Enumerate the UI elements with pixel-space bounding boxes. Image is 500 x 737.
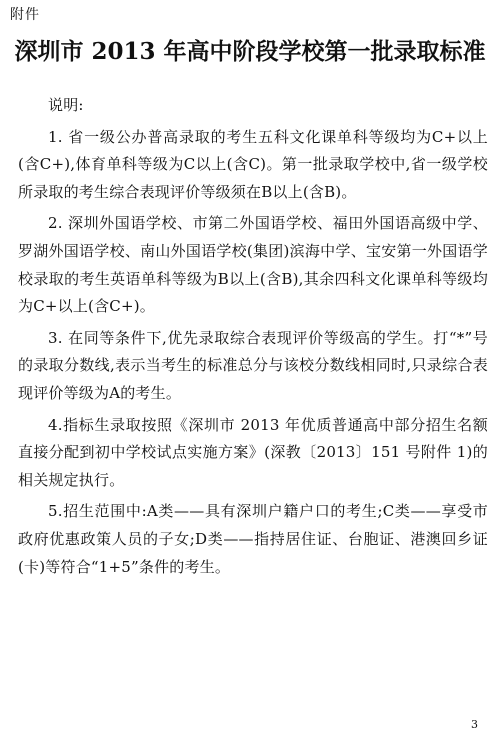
explanation-item-3: 3. 在同等条件下,优先录取综合表现评价等级高的学生。打“*”号的录取分数线,表示当考生的标准总分与该校分数线相同时,只录综合表现评价等级为A的考生。 [18,328,488,402]
attachment-label: 附件 [10,7,40,23]
document-title: 深圳市 2013 年高中阶段学校第一批录取标准 [14,38,486,65]
explanation-item-2: 2. 深圳外国语学校、市第二外国语学校、福田外国语高级中学、罗湖外国语学校、南山外国语学校(集团)滨海中学、宝安第一外国语学校录取的考生英语单科等级为B以上(含B),其余四科文化课单科等级均为C+以上(含C+)。 [18,214,488,316]
explanation-item-1: 1. 省一级公办普高录取的考生五科文化课单科等级均为C+以上(含C+),体育单科等级为C以上(含C)。第一批录取学校中,省一级学校所录取的考生综合表现评价等级须在B以上(含B)。 [18,127,488,201]
explanation-heading: 说明: [48,96,84,114]
explanation-section [18,92,488,585]
explanation-item-4: 4.指标生录取按照《深圳市 2013 年优质普通高中部分招生名额直接分配到初中学校试点实施方案》(深教〔2013〕151 号附件 1)的相关规定执行。 [18,415,488,489]
page-number: 3 [471,718,478,731]
explanation-item-5: 5.招生范围中:A类——具有深圳户籍户口的考生;C类——享受市政府优惠政策人员的子女;D类——指持居住证、台胞证、港澳回乡证(卡)等符合“1+5”条件的考生。 [18,502,488,576]
